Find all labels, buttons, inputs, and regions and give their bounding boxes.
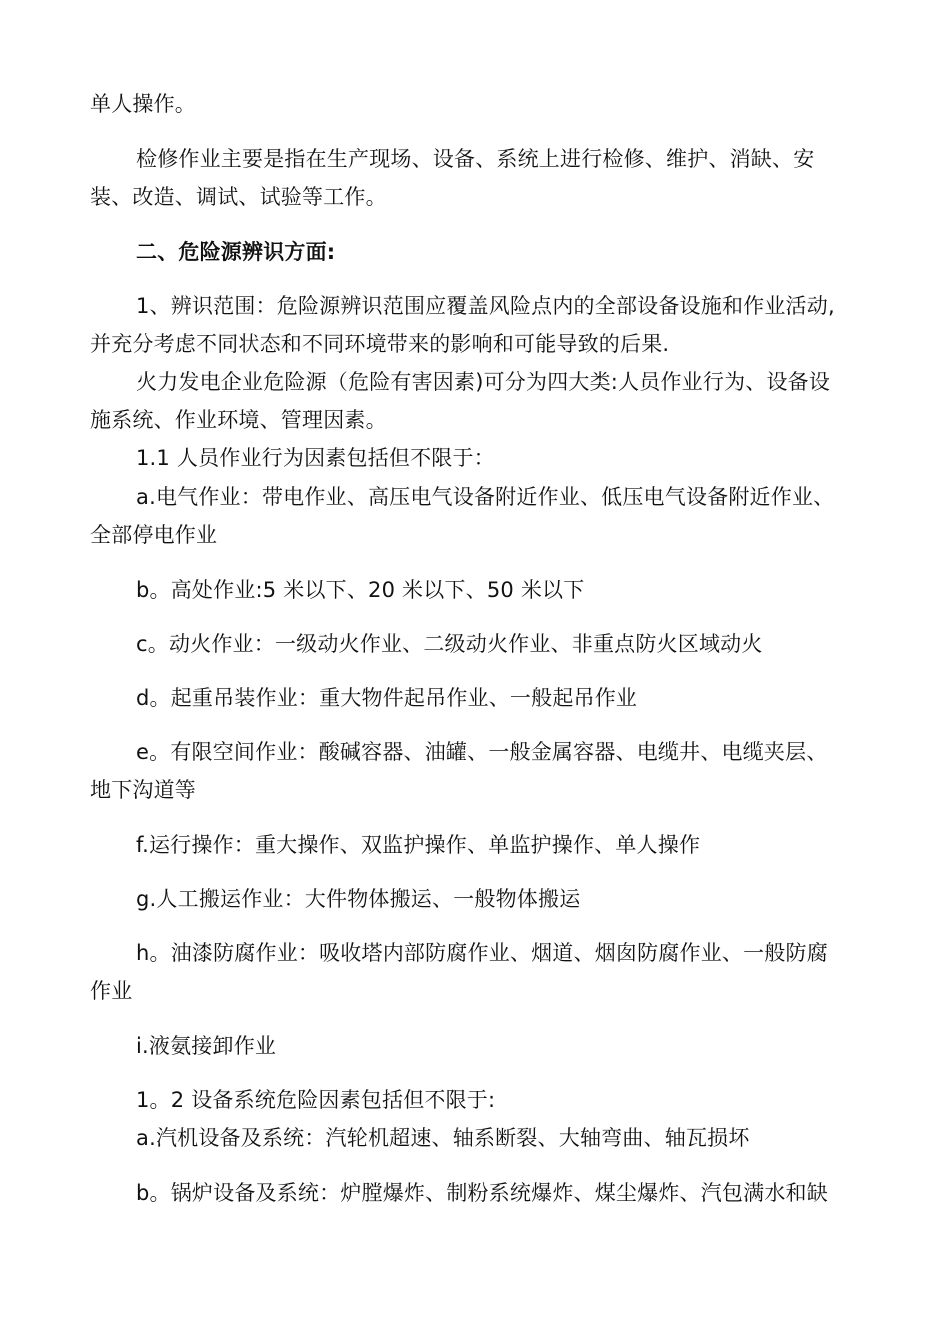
- section-heading: 二、危险源辨识方面:: [136, 240, 336, 264]
- text-line-8: 施系统、作业环境、管理因素。: [90, 408, 387, 432]
- text-line-20: 作业: [90, 979, 133, 1003]
- text-line-12: b。高处作业:5 米以下、20 米以下、50 米以下: [136, 578, 585, 602]
- text-line-15: e。有限空间作业：酸碱容器、油罐、一般金属容器、电缆井、电缆夹层、: [136, 740, 828, 764]
- text-line-16: 地下沟道等: [90, 778, 196, 802]
- text-line-21: i.液氨接卸作业: [136, 1034, 277, 1058]
- text-line-1: 单人操作。: [90, 92, 196, 116]
- text-line-13: c。动火作业：一级动火作业、二级动火作业、非重点防火区域动火: [136, 632, 763, 656]
- text-line-11: 全部停电作业: [90, 523, 218, 547]
- text-line-14: d。起重吊装作业：重大物件起吊作业、一般起吊作业: [136, 686, 638, 710]
- text-line-5: 1、辨识范围：危险源辨识范围应覆盖风险点内的全部设备设施和作业活动,: [136, 294, 835, 318]
- text-line-6: 并充分考虑不同状态和不同环境带来的影响和可能导致的后果.: [90, 332, 670, 356]
- text-line-18: g.人工搬运作业：大件物体搬运、一般物体搬运: [136, 887, 581, 911]
- text-line-19: h。油漆防腐作业：吸收塔内部防腐作业、烟道、烟囱防腐作业、一般防腐: [136, 941, 828, 965]
- text-line-2: 检修作业主要是指在生产现场、设备、系统上进行检修、维护、消缺、安: [136, 147, 815, 171]
- subsection-heading-1-2: 1。2 设备系统危险因素包括但不限于:: [136, 1088, 496, 1112]
- text-line-24: b。锅炉设备及系统：炉膛爆炸、制粉系统爆炸、煤尘爆炸、汽包满水和缺: [136, 1181, 828, 1205]
- text-line-3: 装、改造、调试、试验等工作。: [90, 185, 387, 209]
- text-line-10: a.电气作业：带电作业、高压电气设备附近作业、低压电气设备附近作业、: [136, 485, 835, 509]
- subsection-heading-1-1: 1.1 人员作业行为因素包括但不限于：: [136, 446, 495, 470]
- text-line-7: 火力发电企业危险源（危险有害因素)可分为四大类:人员作业行为、设备设: [136, 370, 831, 394]
- text-line-23: a.汽机设备及系统：汽轮机超速、轴系断裂、大轴弯曲、轴瓦损坏: [136, 1126, 750, 1150]
- text-line-17: f.运行操作：重大操作、双监护操作、单监护操作、单人操作: [136, 833, 701, 857]
